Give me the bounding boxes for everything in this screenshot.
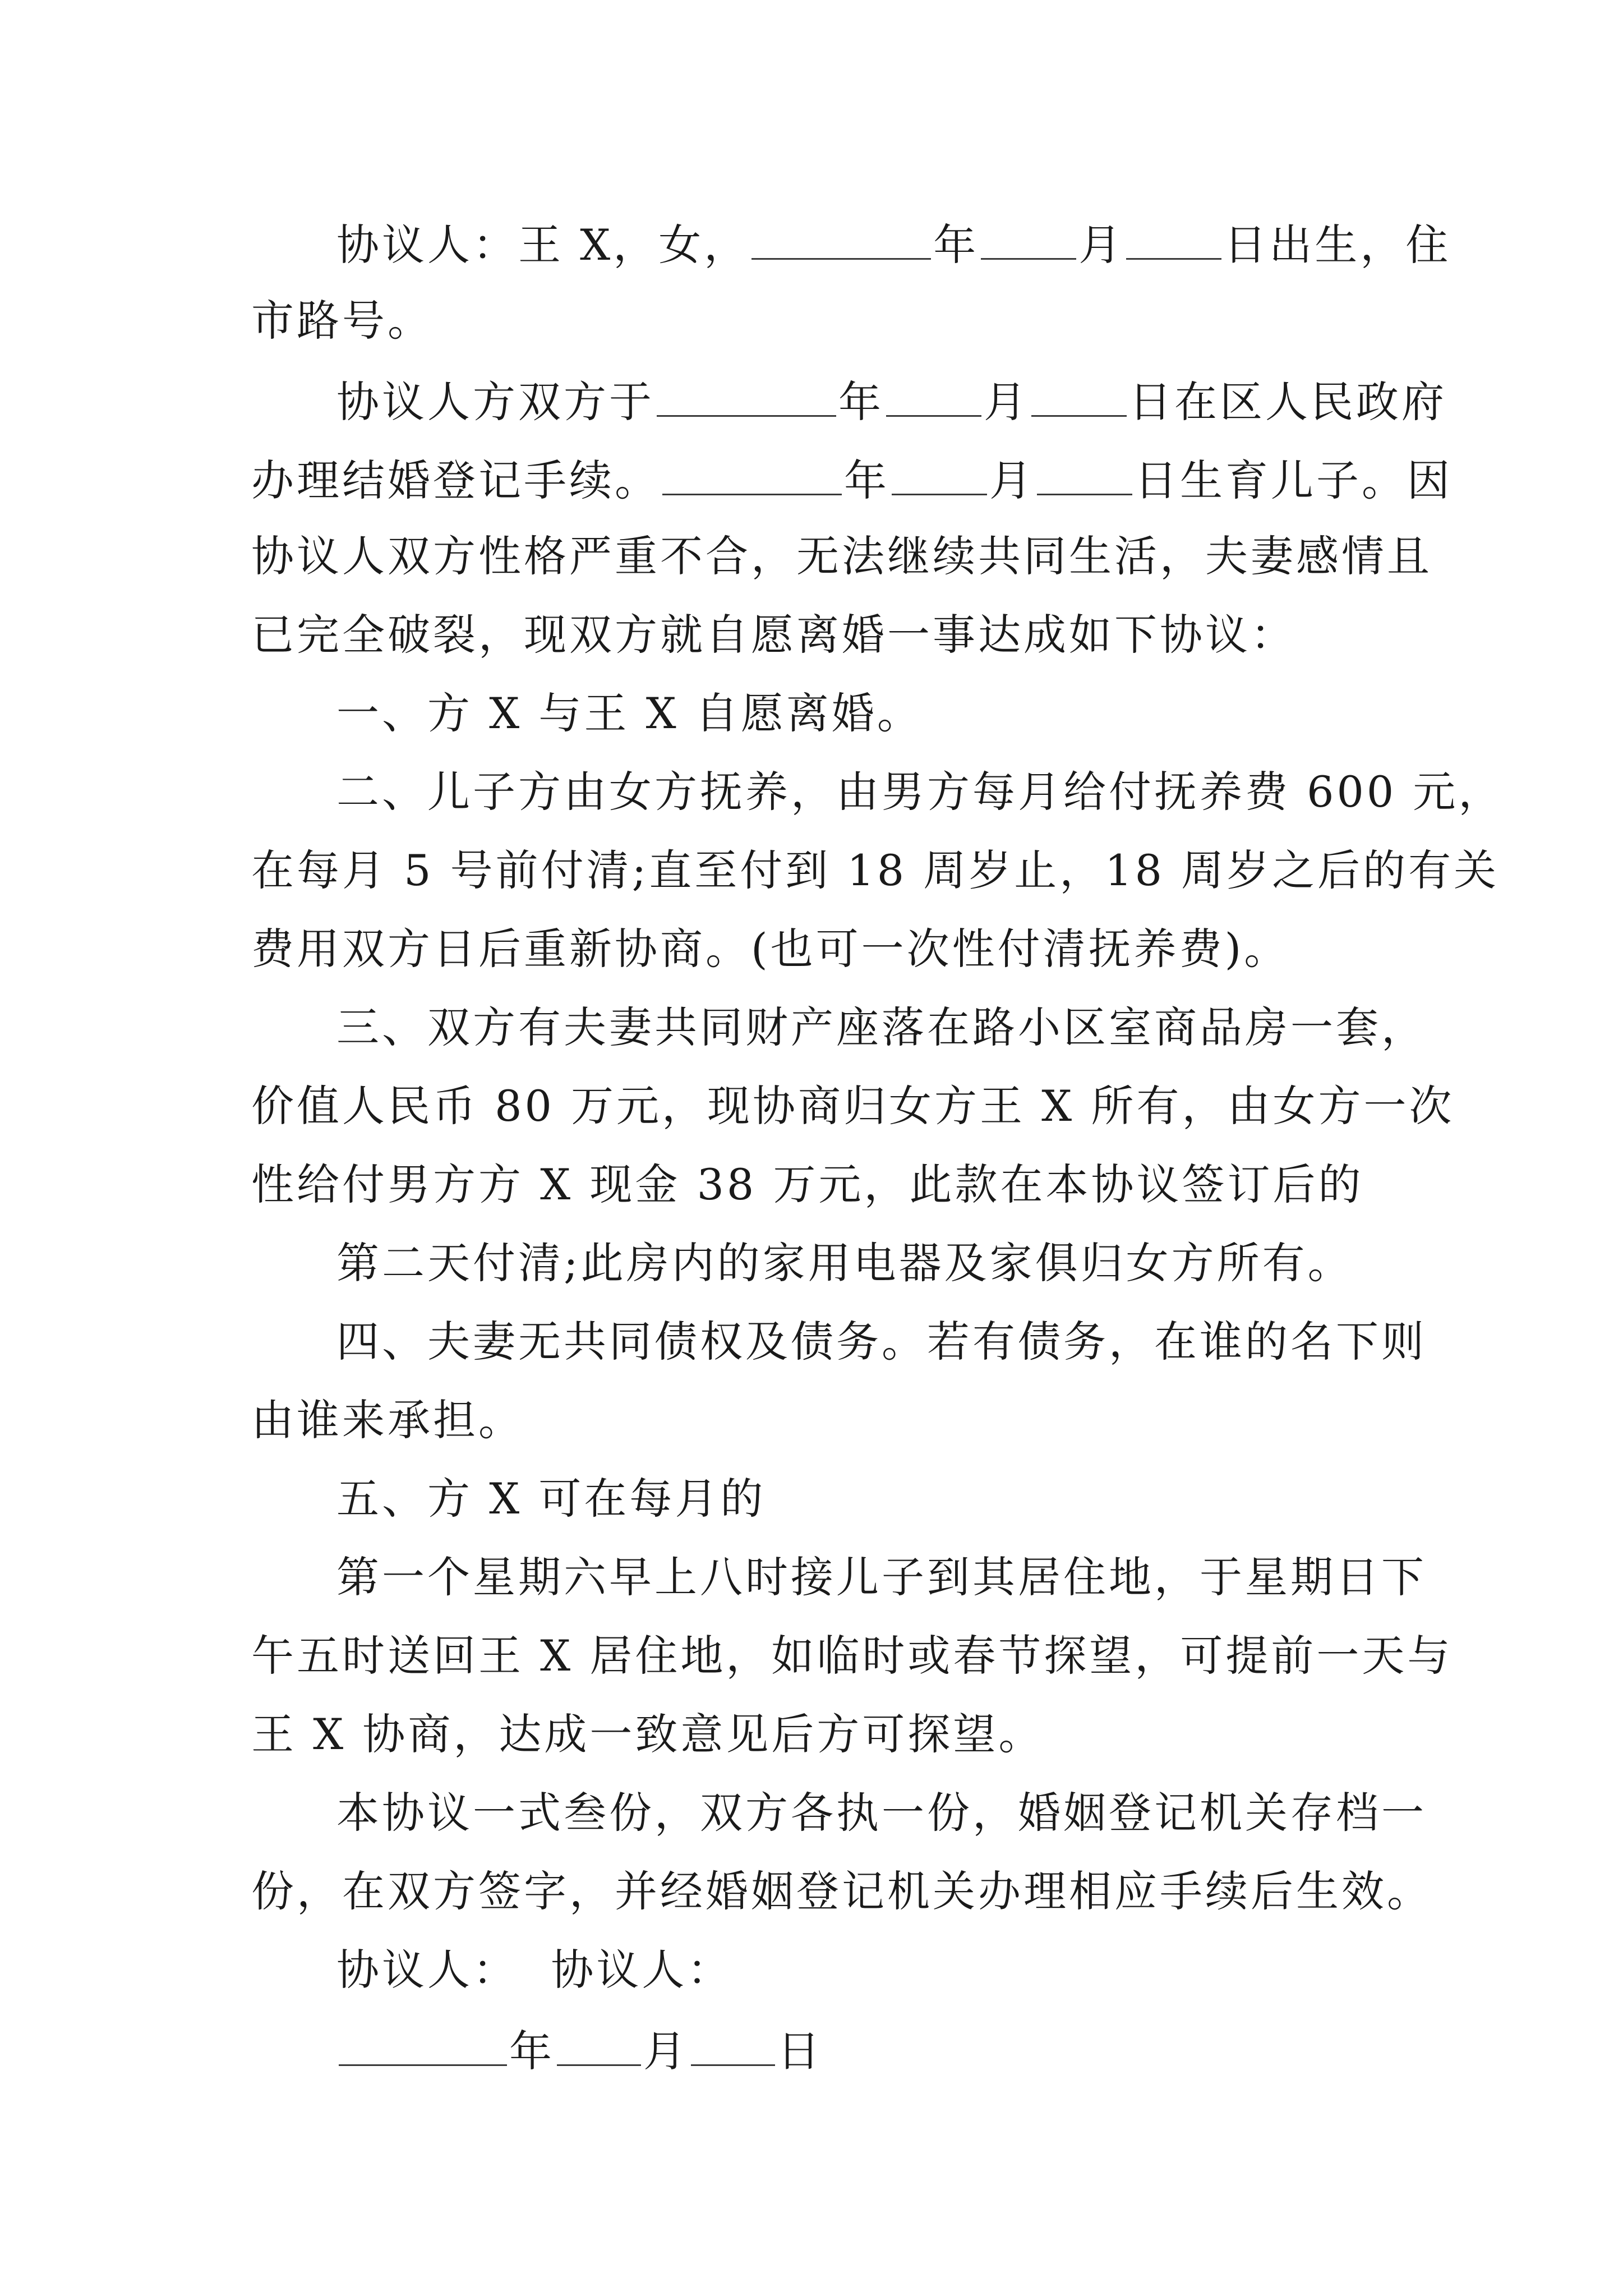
clause-5: 五、方 X 可在每月的 (336, 1474, 766, 1524)
marriage-line-suffix: 日在区人民政府 (1129, 377, 1447, 427)
clause-1: 一、方 X 与王 X 自愿离婚。 (336, 688, 923, 738)
blank-month (981, 209, 1076, 260)
party-line-prefix: 协议人：王 X，女， (336, 220, 750, 270)
signature-line: 协议人： 协议人： (336, 1945, 733, 1995)
clause-2-line: 在每月 5 号前付清;直至付到 18 周岁止，18 周岁之后的有关 (251, 845, 1500, 895)
party-line-suffix: 日出生，住 (1224, 220, 1451, 270)
birth-month-label: 月 (989, 455, 1035, 505)
blank-year (751, 209, 931, 260)
clause-2-line: 费用双方日后重新协商。(也可一次性付清抚养费)。 (251, 924, 1290, 974)
copies-line: 本协议一式叁份，双方各执一份，婚姻登记机关存档一 (336, 1788, 1427, 1838)
clause-3-line: 价值人民币 80 万元，现协商归女方王 X 所有，由女方一次 (251, 1081, 1455, 1131)
date-day-label: 日 (777, 2026, 823, 2076)
marriage-line (0, 366, 1623, 433)
marriage-month-label: 月 (984, 377, 1029, 427)
blank-year (339, 2015, 507, 2066)
reason-line: 协议人双方性格严重不合，无法继续共同生活，夫妻感情且 (251, 531, 1432, 581)
blank-year (657, 366, 836, 417)
date-line (0, 2015, 1623, 2082)
party-line (0, 209, 1623, 276)
birth-line-suffix: 日生育儿子。因 (1135, 455, 1453, 505)
clause-3-continuation: 第二天付清;此房内的家用电器及家俱归女方所有。 (336, 1238, 1353, 1288)
address-line: 市路号。 (251, 296, 433, 346)
birth-line (0, 444, 1623, 512)
copies-line: 份，在双方签字，并经婚姻登记机关办理相应手续后生效。 (251, 1866, 1432, 1916)
clause-5-line: 午五时送回王 X 居住地，如临时或春节探望，可提前一天与 (251, 1631, 1453, 1681)
clause-3-line: 三、双方有夫妻共同财产座落在路小区室商品房一套， (336, 1002, 1427, 1052)
clause-4-line: 由谁来承担。 (251, 1395, 524, 1445)
clause-2-line: 二、儿子方由女方抚养，由男方每月给付抚养费 600 元， (336, 767, 1504, 817)
clause-5-line: 第一个星期六早上八时接儿子到其居住地，于星期日下 (336, 1552, 1427, 1602)
reason-line: 已完全破裂，现双方就自愿离婚一事达成如下协议： (251, 610, 1296, 660)
party-year-label: 年 (933, 220, 979, 270)
birth-year-label: 年 (844, 455, 889, 505)
clause-3-line: 性给付男方方 X 现金 38 万元，此款在本协议签订后的 (251, 1159, 1364, 1209)
marriage-line-prefix: 协议人方双方于 (336, 377, 654, 427)
blank-day (1031, 366, 1127, 417)
clause-4-line: 四、夫妻无共同债权及债务。若有债务，在谁的名下则 (336, 1317, 1427, 1366)
party-month-label: 月 (1078, 220, 1124, 270)
blank-day (1126, 209, 1221, 260)
date-month-label: 月 (643, 2026, 689, 2076)
blank-day (691, 2015, 775, 2066)
clause-5-line: 王 X 协商，达成一致意见后方可探望。 (251, 1709, 1044, 1759)
blank-year (662, 444, 842, 495)
date-year-label: 年 (509, 2026, 555, 2076)
blank-month (557, 2015, 641, 2066)
marriage-year-label: 年 (838, 377, 884, 427)
blank-month (892, 444, 987, 495)
birth-line-prefix: 办理结婚登记手续。 (251, 455, 660, 505)
blank-day (1037, 444, 1132, 495)
blank-month (886, 366, 981, 417)
